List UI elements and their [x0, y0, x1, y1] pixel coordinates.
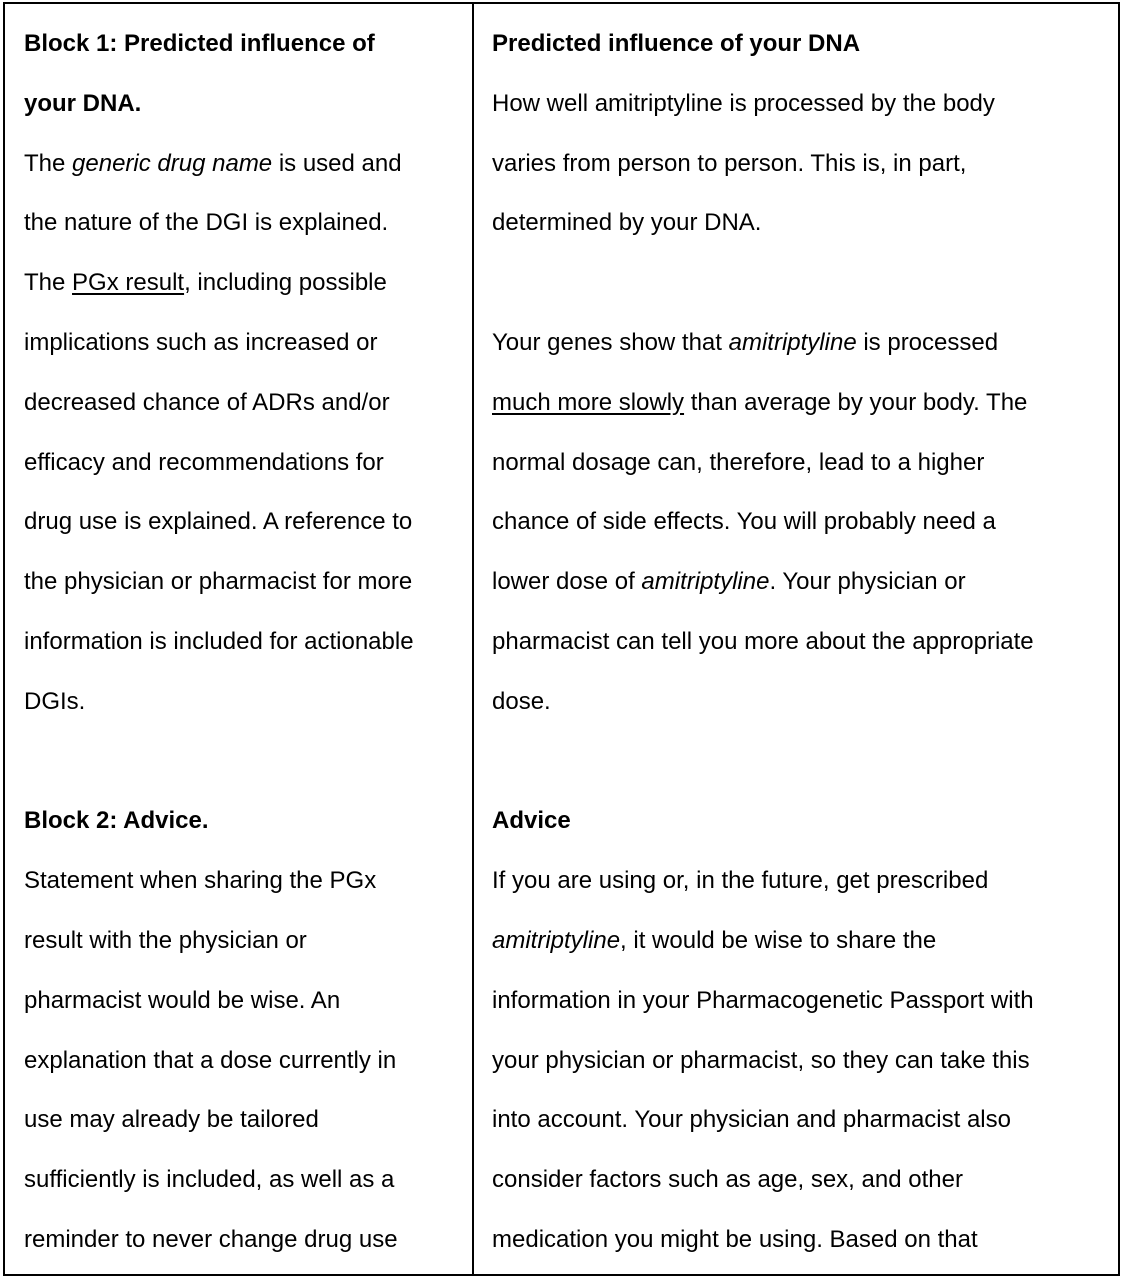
left-column: [5, 4, 474, 1274]
block1-heading-line1: Block 1: Predicted influence of: [24, 30, 375, 57]
block2-line: Statement when sharing the PGx: [24, 867, 377, 895]
block1-line: DGIs.: [24, 687, 86, 715]
block1-line: the physician or pharmacist for more: [24, 568, 413, 596]
right-block1-line: varies from person to person. This is, in part,: [492, 149, 967, 177]
right-block1-line: normal dosage can, therefore, lead to a higher: [492, 448, 985, 476]
block1-heading-line2: your DNA.: [24, 89, 142, 117]
drug-name-italic: amitriptyline: [492, 926, 621, 954]
block1-line: decreased chance of ADRs and/or: [24, 388, 390, 416]
block2-line: reminder to never change drug use: [24, 1225, 398, 1253]
right-column-text: [492, 14, 1112, 1270]
right-block1-line: lower dose of amitriptyline. Your physician or: [492, 568, 966, 596]
block1-line: The PGx result, including possible: [24, 269, 387, 297]
right-block2-line: consider factors such as age, sex, and other: [492, 1166, 963, 1194]
right-block2-line: amitriptyline, it would be wise to share the: [492, 926, 937, 954]
right-block2-line: medication you might be using. Based on that: [492, 1225, 978, 1253]
right-block2-line: information in your Pharmacogenetic Passport with: [492, 986, 1034, 1014]
pgx-result-underlined: PGx result: [72, 269, 185, 297]
spacer: [492, 732, 1112, 792]
right-block1-line: determined by your DNA.: [492, 209, 762, 237]
block2-line: use may already be tailored: [24, 1106, 319, 1134]
block1-line: efficacy and recommendations for: [24, 448, 384, 476]
left-column-text: [24, 14, 466, 1270]
block1-line: information is included for actionable: [24, 627, 414, 655]
right-block2-line: If you are using or, in the future, get prescribed: [492, 867, 989, 895]
block1-line: drug use is explained. A reference to: [24, 508, 413, 536]
right-block1-line: Your genes show that amitriptyline is processed: [492, 328, 999, 356]
spacer: [492, 253, 1112, 313]
right-block1-heading: Predicted influence of your DNA: [492, 30, 861, 57]
block2-line: pharmacist would be wise. An: [24, 986, 341, 1014]
block2-heading: Block 2: Advice.: [24, 807, 209, 835]
right-block1-line: dose.: [492, 687, 551, 715]
block1-line: The generic drug name is used and: [24, 149, 402, 177]
drug-name-italic: amitriptyline: [641, 568, 770, 596]
drug-name-italic: amitriptyline: [728, 328, 857, 356]
much-more-slowly-underlined: much more slowly: [492, 388, 685, 416]
right-block1-line: pharmacist can tell you more about the appropriate: [492, 627, 1034, 655]
right-block1-line: How well amitriptyline is processed by the body: [492, 89, 995, 117]
comparison-table: [3, 2, 1120, 1276]
spacer: [24, 732, 466, 792]
block1-line: the nature of the DGI is explained.: [24, 209, 389, 237]
right-block2-heading: Advice: [492, 807, 571, 835]
block2-line: explanation that a dose currently in: [24, 1046, 397, 1074]
block1-line: implications such as increased or: [24, 328, 378, 356]
block2-line: sufficiently is included, as well as a: [24, 1166, 395, 1194]
block2-line: result with the physician or: [24, 926, 307, 954]
right-block2-line: your physician or pharmacist, so they can take this: [492, 1046, 1030, 1074]
right-block2-line: into account. Your physician and pharmacist also: [492, 1106, 1011, 1134]
right-block1-line: much more slowly than average by your body. The: [492, 388, 1028, 416]
generic-drug-name-italic: generic drug name: [72, 149, 273, 177]
right-block1-line: chance of side effects. You will probably need a: [492, 508, 996, 536]
right-column: [474, 4, 1118, 1274]
